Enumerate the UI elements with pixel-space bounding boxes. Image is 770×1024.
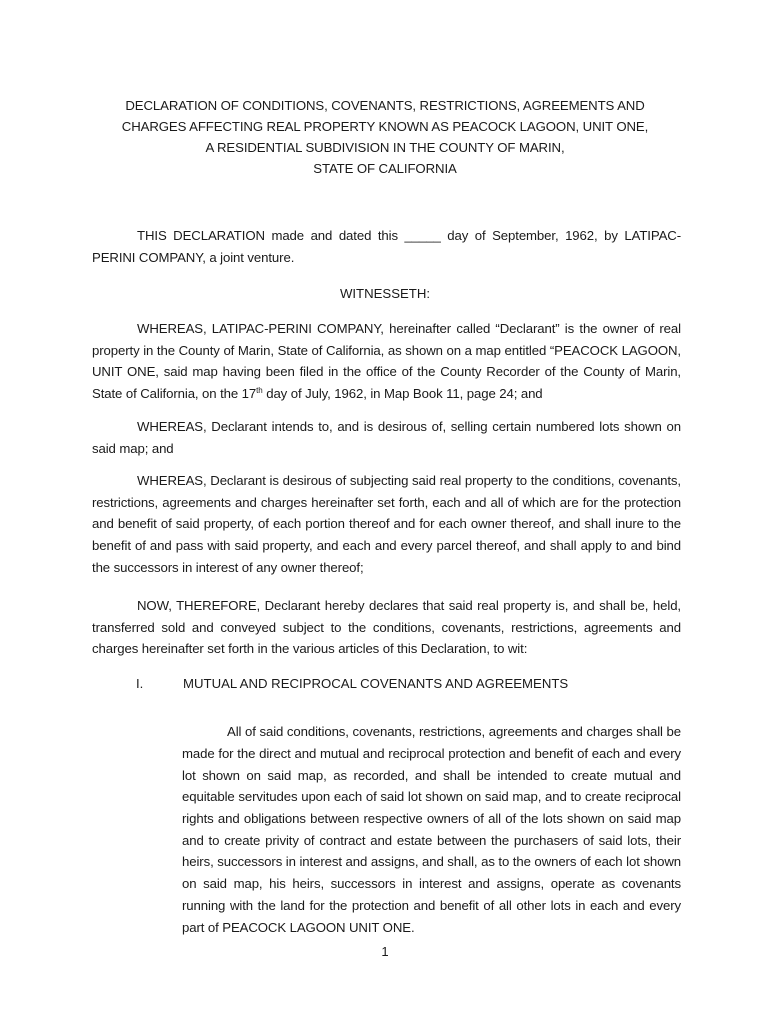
title-line-2: CHARGES AFFECTING REAL PROPERTY KNOWN AS PEACOCK LAGOON, UNIT ONE, [121, 119, 649, 134]
whereas-paragraph-3: WHEREAS, Declarant is desirous of subjecting said real property to the conditions, covenants, restrictions, agreements and charges hereinafter set forth, each and all of which are for the protection and benefit of said property, of each portion thereof and for each owner thereof, and shall inure to the benefit of and pass with said property, and each and every parcel thereof, and shall apply to and bind the successors in interest of any owner thereof; [92, 473, 681, 575]
article-number: I. [136, 676, 144, 691]
now-therefore-paragraph: NOW, THEREFORE, Declarant hereby declares that said real property is, and shall be, held, transferred sold and conveyed subject to the conditions, covenants, restrictions, agreements and charges hereinafter set forth in the various articles of this Declaration, to wit: [92, 598, 681, 657]
article-title: MUTUAL AND RECIPROCAL COVENANTS AND AGREEMENTS [183, 676, 569, 691]
title-line-3: A RESIDENTIAL SUBDIVISION IN THE COUNTY OF MARIN, [205, 140, 565, 155]
title-line-4: STATE OF CALIFORNIA [313, 161, 457, 176]
witnesseth-heading: WITNESSETH: [339, 286, 431, 301]
ordinal-suffix: th [256, 386, 263, 396]
intro-paragraph: THIS DECLARATION made and dated this _____ day of September, 1962, by LATIPAC-PERINI COMPANY, a joint venture. [92, 228, 681, 265]
whereas-1-text-a: WHEREAS, LATIPAC-PERINI COMPANY, hereinafter called “Declarant” is the owner of real property in the County of Marin, State of California, as shown on a map entitled “PEACOCK LAGOON, UNIT ONE, said map having been filed in the office of the County Recorder of the County of Marin, State of California, on the 17 [92, 321, 681, 402]
whereas-paragraph-2: WHEREAS, Declarant intends to, and is desirous of, selling certain numbered lots shown on said map; and [92, 419, 681, 456]
title-line-1: DECLARATION OF CONDITIONS, COVENANTS, RESTRICTIONS, AGREEMENTS AND [125, 98, 645, 113]
document-title [100, 95, 670, 179]
whereas-paragraph-1 [92, 318, 681, 405]
page-number: 1 [381, 944, 389, 959]
article-body-paragraph: All of said conditions, covenants, restrictions, agreements and charges shall be made for the direct and mutual and reciprocal protection and benefit of each and every lot shown on said map, as recorded, and shall be intended to create mutual and equitable servitudes upon each of said lot shown on said map, and to create reciprocal rights and obligations between respective owners of all of the lots shown on said map and to create privity of contract and estate between the purchasers of said lots, their heirs, successors in interest and assigns, and shall, as to the owners of each lot shown on said map, his heirs, successors in interest and assigns, operate as covenants running with the land for the protection and benefit of all other lots in each and every part of PEACOCK LAGOON UNIT ONE. [182, 724, 681, 935]
whereas-1-text-b: day of July, 1962, in Map Book 11, page 24; and [262, 386, 543, 402]
